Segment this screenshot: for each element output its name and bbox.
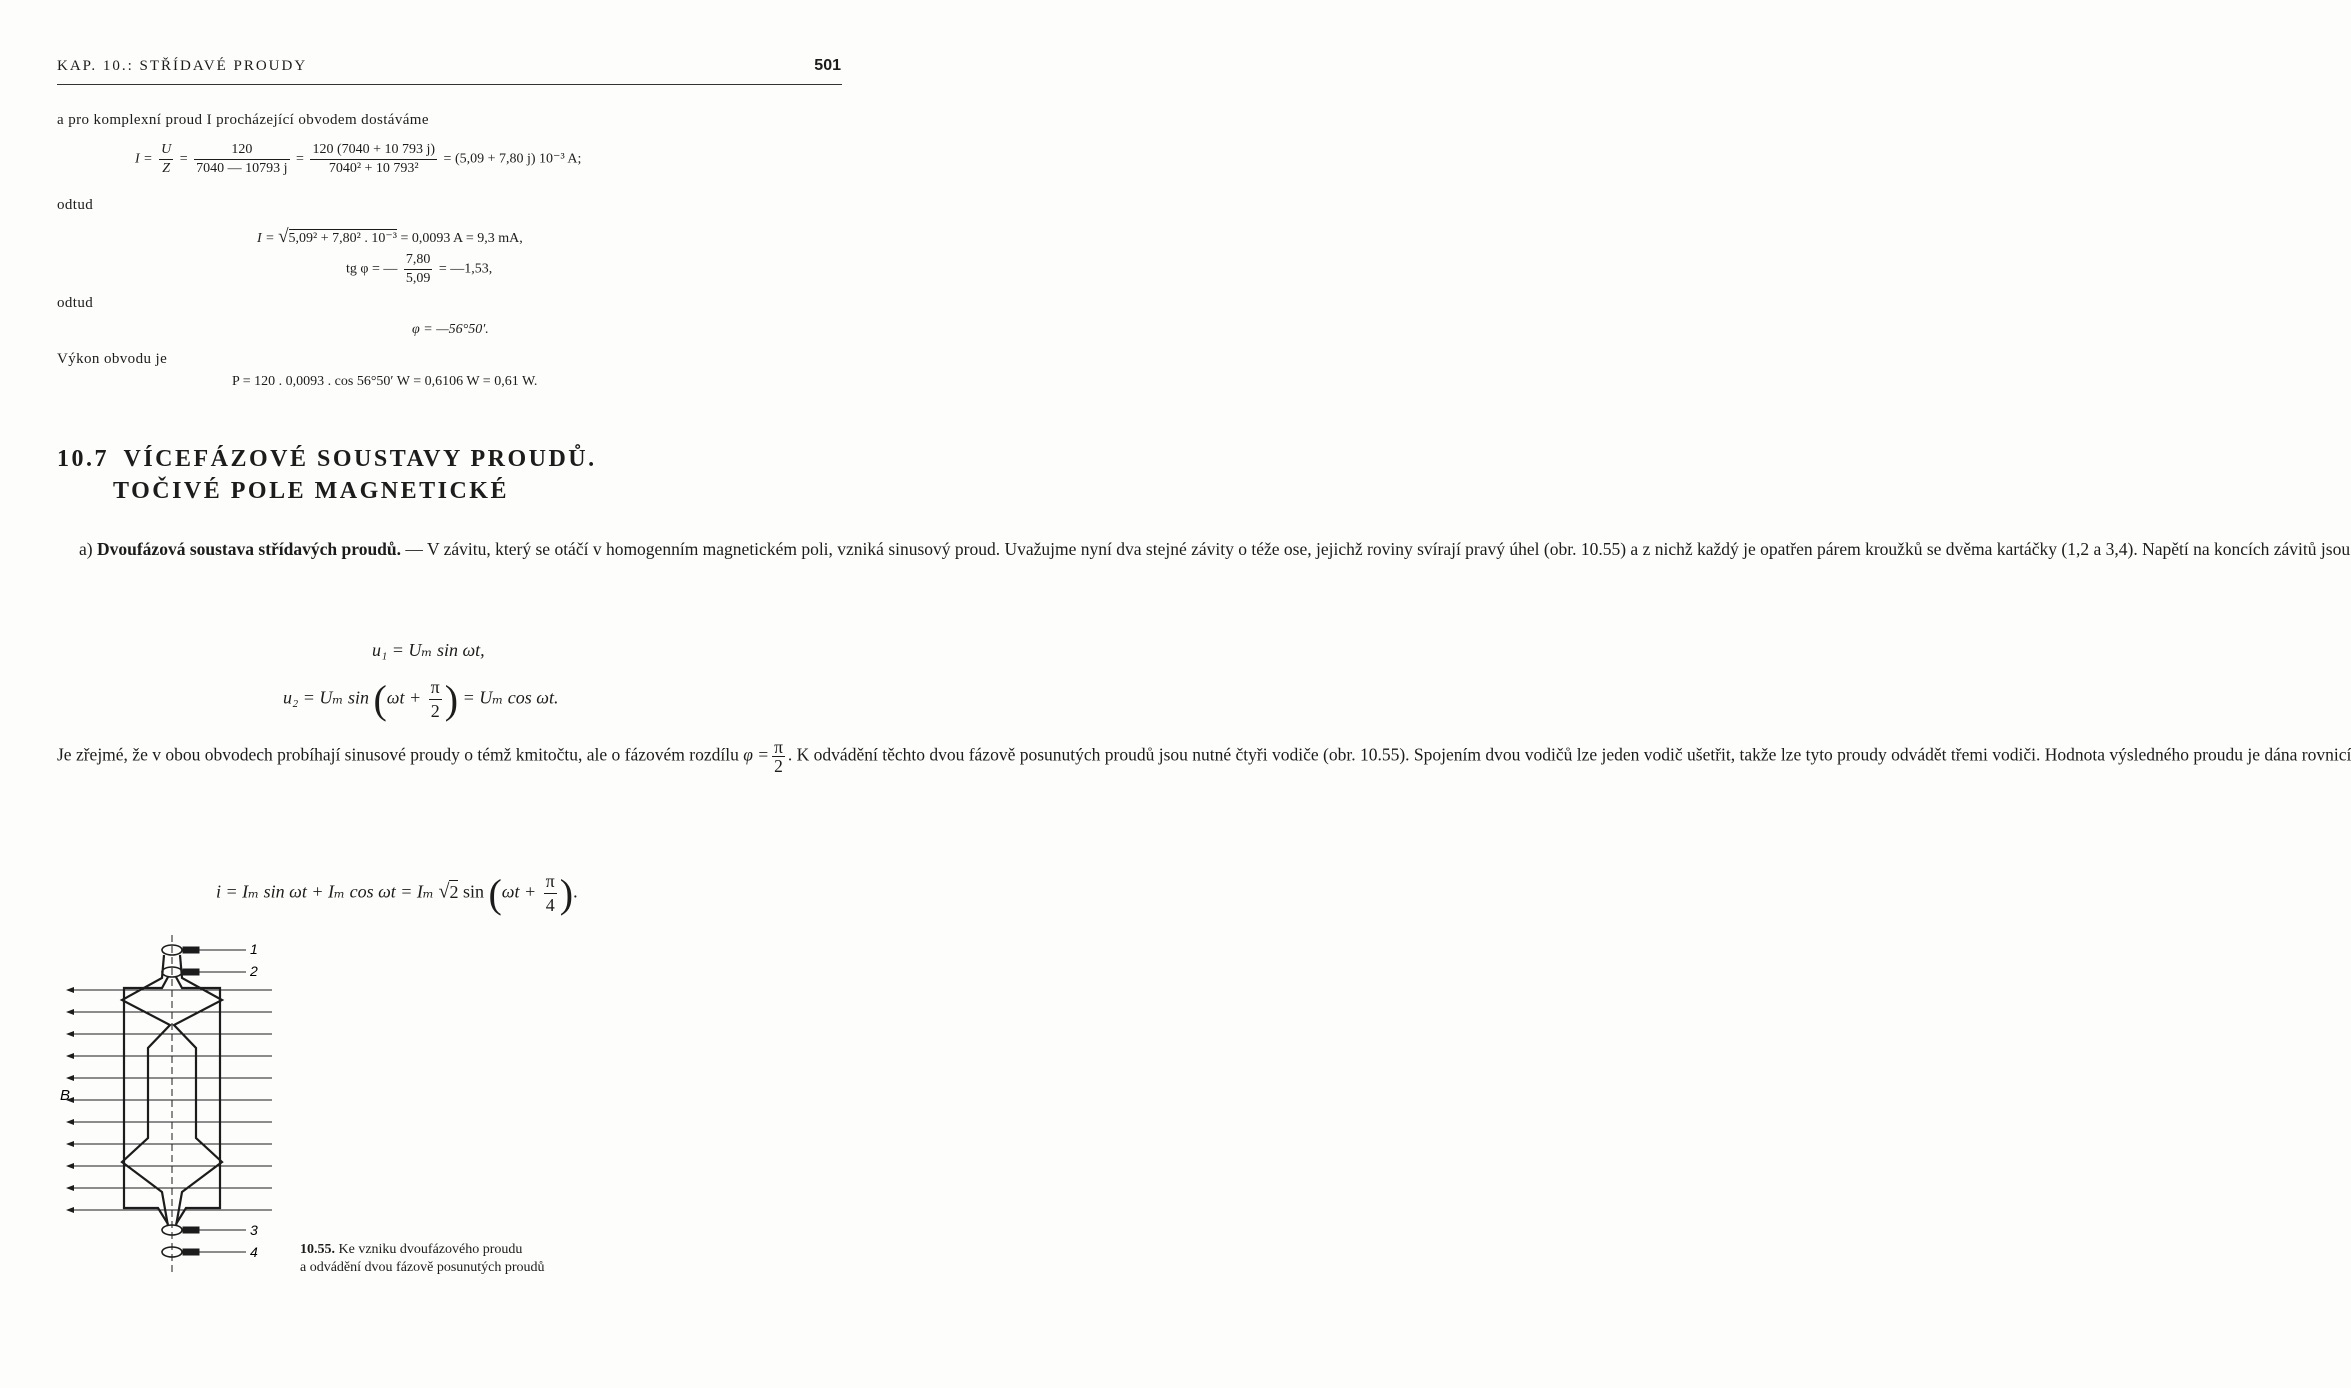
fraction-120: $\frac{120}{7040 — 10793 j}$	[196, 142, 288, 176]
caption-line-2: a odvádění dvou fázově posunutých proudů	[300, 1260, 545, 1275]
equation-u1: u₁ = Uₘ sin ωt,	[372, 640, 485, 660]
section-title-2: TOČIVÉ POLE MAGNETICKÉ	[113, 478, 509, 504]
page-number: 501	[814, 57, 841, 74]
terminal-label-4: 4	[250, 1244, 258, 1260]
eq-rhs: = (5,09 + 7,80 j) 10⁻³ A;	[443, 151, 582, 167]
figure-caption	[300, 1241, 545, 1277]
odtud-label-1: odtud	[57, 197, 94, 213]
caption-line-1: Ke vzniku dvoufázového proudu	[338, 1242, 523, 1257]
running-header: KAP. 10.: STŘÍDAVÉ PROUDY	[57, 58, 308, 74]
equation-u2: u₂ = Uₘ sin (ωt + $\frac{\pi}{2}$ ) = Uₘ cos ωt.	[283, 677, 559, 722]
section-number: 10.7	[57, 446, 109, 472]
paragraph-bold-lead: Dvoufázová soustava střídavých proudů.	[96, 539, 402, 559]
equation-tangent: tg φ = — $\frac{7,80}{5,09}$ = —1,53,	[346, 252, 493, 286]
odtud-label-2: odtud	[57, 295, 94, 311]
intro-text: a pro komplexní proud I procházející obvodem dostáváme	[57, 112, 429, 128]
equation-power: P = 120 . 0,0093 . cos 56°50′ W = 0,6106 W = 0,61 W.	[232, 374, 538, 389]
sqrt-term: 5,09² + 7,80² . 10⁻³	[288, 231, 397, 246]
fraction-complex: $\frac{120 (7040 + 10 793 j)}{\text{7040² + 10 793²}}$	[312, 142, 436, 176]
fraction-phi: $\frac{\pi}{2}$	[774, 737, 783, 776]
header-rule	[57, 84, 842, 85]
fraction-pi-4: $\frac{\pi}{4}$	[545, 871, 555, 915]
equation-magnitude: I = √5,09² + 7,80² . 10⁻³ = 0,0093 A = 9,3 mA,	[257, 226, 523, 247]
field-label-b: B	[60, 1087, 71, 1104]
fraction-u-z: $\frac{U}{Z}$	[161, 142, 172, 176]
paragraph-two-phase: a) Dvoufázová soustava střídavých proudů. — V závitu, který se otáčí v homogenním magnetickém poli, vzniká sinusový proud. Uvažujme nyní dva stejné závity o téže ose, jejichž roviny svírají pravý úhel (obr. 10.55) a z nichž každý je opatřen párem kroužků se dvěma kartáčky (1,2 a 3,4). Napětí na koncích závitů jsou	[79, 539, 2351, 559]
fraction-pi-2: $\frac{\pi}{2}$	[430, 677, 440, 721]
vykon-label: Výkon obvodu je	[57, 351, 168, 367]
terminal-label-1: 1	[250, 941, 258, 957]
section-heading	[57, 446, 597, 473]
terminal-label-2: 2	[250, 963, 258, 979]
figure-two-phase-coils	[50, 930, 290, 1282]
equation-phi: φ = —56°50′.	[412, 322, 489, 337]
caption-number: 10.55.	[300, 1242, 335, 1257]
eq-lhs: I =	[135, 151, 153, 167]
paragraph-phase-difference: Je zřejmé, že v obou obvodech probíhají sinusové proudy o témž kmitočtu, ale o fázovém rozdílu φ = $\frac{\pi}{2}$ . K odvádění těchto dvou fázově posunutých proudů jsou nutné čtyři vodiče (obr. 10.55). Spojením dvou vodičů lze jeden vodič ušetřit, takže lze tyto proudy odvádět třemi vodiči. Hodnota výsledného proudu je dána rovnicí	[57, 737, 2351, 776]
fraction-tg: $\frac{7,80}{5,09}$	[405, 252, 431, 286]
terminal-label-3: 3	[250, 1222, 258, 1238]
section-title-1: VÍCEFÁZOVÉ SOUSTAVY PROUDŮ.	[123, 446, 597, 472]
coil-b	[122, 955, 170, 1226]
equation-current: I = $\frac{U}{Z}$ = $\frac{120}{7040 — 10793 j}$ = $\frac{120 (7040 + 10 793 j)}{\text{7040² + 10 793²}}$ = (5,09 + 7,80 j) 10⁻³ A;	[135, 142, 582, 176]
equation-resultant-current: i = Iₘ sin ωt + Iₘ cos ωt = Iₘ √2 sin (ωt + $\frac{\pi}{4}$ ).	[216, 871, 578, 916]
